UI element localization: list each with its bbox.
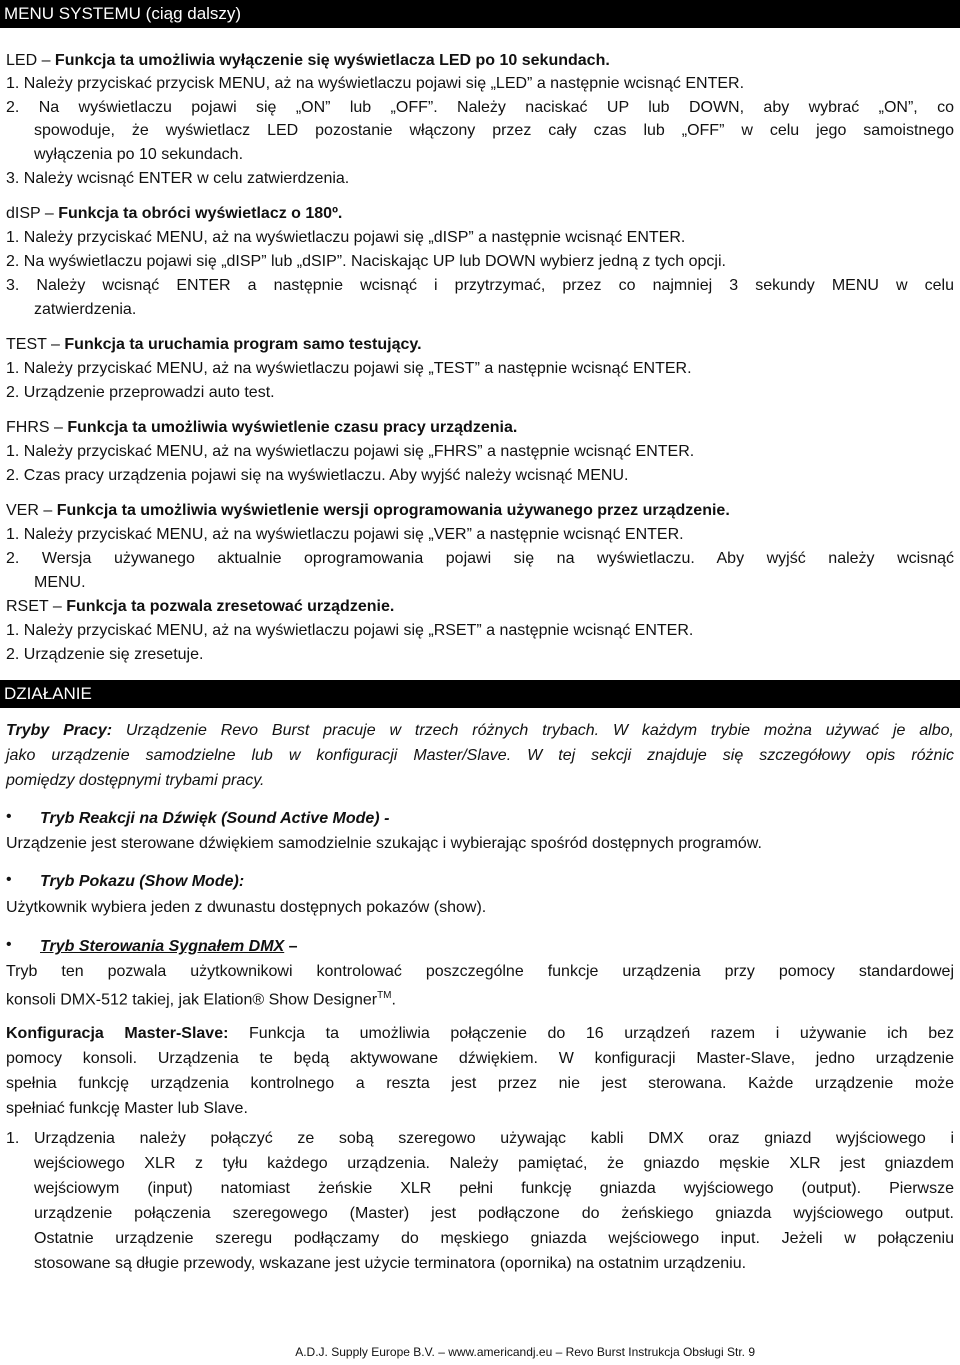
led-step-2-line3: wyłączenia po 10 sekundach. [34, 146, 244, 163]
master-step-1-line2: wejściowego XLR z tyłu każdego urządzenia. Należy pamiętać, że gniazdo męskie XLR jest gniazdem [34, 1155, 954, 1172]
fhrs-step-2: 2. Czas pracy urządzenia pojawi się na wyświetlaczu. Aby wyjść należy wcisnąć MENU. [6, 467, 629, 484]
ver-step-2-line2: MENU. [34, 574, 86, 591]
led-step-2-line2: spowoduje, że wyświetlacz LED pozostanie włączony przez cały czas lub „OFF” w celu jego samoistnego [34, 122, 954, 139]
master-slave-line2: pomocy konsoli. Urządzenia te będą aktywowane dźwiękiem. W konfiguracji Master-Slave, jedno urządzenie [6, 1050, 954, 1067]
bullet-icon: • [6, 808, 12, 825]
master-step-1-line6: stosowane są długie przewody, wskazane jest użycie terminatora (opornika) na ostatnim urządzeniu. [34, 1255, 747, 1272]
ver-step-2-line1: 2. Wersja używanego aktualnie oprogramowania pojawi się na wyświetlaczu. Aby wyjść należy wcisnąć [6, 550, 954, 567]
master-step-1-number: 1. [6, 1130, 20, 1147]
rset-heading: RSET – Funkcja ta pozwala zresetować urządzenie. [6, 598, 395, 615]
disp-step-2: 2. Na wyświetlaczu pojawi się „dISP” lub „dSIP”. Naciskając UP lub DOWN wybierz jedną z tych opcji. [6, 253, 726, 270]
rset-step-1: 1. Należy przyciskać MENU, aż na wyświetlaczu pojawi się „RSET” a następnie wcisnąć ENTER. [6, 622, 694, 639]
master-slave-line1: Konfiguracja Master-Slave: Funkcja ta umożliwia połączenie do 16 urządzeń razem i używanie ich bez [6, 1025, 955, 1042]
led-step-3: 3. Należy wcisnąć ENTER w celu zatwierdzenia. [6, 170, 350, 187]
dmx-mode-title: Tryb Sterowania Sygnałem DMX – [40, 938, 298, 955]
ver-step-1: 1. Należy przyciskać MENU, aż na wyświetlaczu pojawi się „VER” a następnie wcisnąć ENTER. [6, 526, 684, 543]
test-heading: TEST – Funkcja ta uruchamia program samo testujący. [6, 336, 422, 353]
modes-intro-line3: pomiędzy dostępnymi trybami pracy. [6, 772, 265, 789]
dmx-mode-text-line1: Tryb ten pozwala użytkownikowi kontrolować poszczególne funkcje urządzenia przy pomocy standardowej [6, 963, 954, 980]
disp-step-3-line1: 3. Należy wcisnąć ENTER a następnie wcisnąć i przytrzymać, przez co najmniej 3 sekundy MENU w celu [6, 277, 954, 294]
master-step-1-line5: Ostatnie urządzenie szeregu podłączamy do męskiego gniazda wejściowego input. Jeżeli w połączeniu [34, 1230, 954, 1247]
master-step-1-line3: wejściowym (input) natomiast żeńskie XLR pełni funkcję gniazda wyjściowego (output). Pierwsze [34, 1180, 954, 1197]
page-footer: A.D.J. Supply Europe B.V. – www.americandj.eu – Revo Burst Instrukcja Obsługi Str. 9 [295, 1345, 755, 1359]
bullet-icon: • [6, 871, 12, 888]
modes-intro-line1: Tryby Pracy: Urządzenie Revo Burst pracuje w trzech różnych trybach. W każdym trybie można używać je albo, [6, 722, 954, 739]
show-mode-text: Użytkownik wybiera jeden z dwunastu dostępnych pokazów (show). [6, 899, 487, 916]
master-slave-line3: spełnia funkcję urządzenia kontrolnego a reszta jest przez nie jest sterowana. Każde urządzenie może [6, 1075, 954, 1092]
disp-heading: dISP – Funkcja ta obróci wyświetlacz o 180º. [6, 205, 343, 222]
rset-step-2: 2. Urządzenie się zresetuje. [6, 646, 204, 663]
master-slave-line4: spełniać funkcję Master lub Slave. [6, 1100, 248, 1117]
master-step-1-line4: urządzenie połączenia szeregowego (Master) jest podłączone do żeńskiego gniazda wyjściowego output. [34, 1205, 954, 1222]
sound-mode-title: Tryb Reakcji na Dźwięk (Sound Active Mode) - [40, 810, 390, 827]
sound-mode-text: Urządzenie jest sterowane dźwiękiem samodzielnie szukając i wybierając spośród dostępnych programów. [6, 835, 762, 852]
disp-step-3-line2: zatwierdzenia. [34, 301, 137, 318]
section-header-bar: MENU SYSTEMU (ciąg dalszy) [0, 0, 960, 28]
fhrs-heading: FHRS – Funkcja ta umożliwia wyświetlenie czasu pracy urządzenia. [6, 419, 518, 436]
test-step-2: 2. Urządzenie przeprowadzi auto test. [6, 384, 275, 401]
dmx-mode-text-line2: konsoli DMX-512 takiej, jak Elation® Show Designer™. [6, 990, 396, 1009]
bullet-icon: • [6, 936, 12, 953]
master-step-1-line1: Urządzenia należy połączyć ze sobą szeregowo używając kabli DMX oraz gniazd wyjściowego i [34, 1130, 954, 1147]
disp-step-1: 1. Należy przyciskać MENU, aż na wyświetlaczu pojawi się „dISP” a następnie wcisnąć ENTER. [6, 229, 686, 246]
show-mode-title: Tryb Pokazu (Show Mode): [40, 873, 245, 890]
operation-section-bar: DZIAŁANIE [0, 680, 960, 708]
modes-intro-line2: jako urządzenie samodzielne lub w konfiguracji Master/Slave. W tej sekcji znajduje się szczegółowy opis różnic [6, 747, 954, 764]
led-heading: LED – Funkcja ta umożliwia wyłączenie się wyświetlacza LED po 10 sekundach. [6, 52, 610, 69]
led-step-2-line1: 2. Na wyświetlaczu pojawi się „ON” lub „OFF”. Należy naciskać UP lub DOWN, aby wybrać „ON”, co [6, 99, 954, 116]
fhrs-step-1: 1. Należy przyciskać MENU, aż na wyświetlaczu pojawi się „FHRS” a następnie wcisnąć ENTER. [6, 443, 695, 460]
ver-heading: VER – Funkcja ta umożliwia wyświetlenie wersji oprogramowania używanego przez urządzenie. [6, 502, 730, 519]
test-step-1: 1. Należy przyciskać MENU, aż na wyświetlaczu pojawi się „TEST” a następnie wcisnąć ENTER. [6, 360, 692, 377]
led-step-1: 1. Należy przyciskać przycisk MENU, aż na wyświetlaczu pojawi się „LED” a następnie wcisnąć ENTER. [6, 75, 745, 92]
